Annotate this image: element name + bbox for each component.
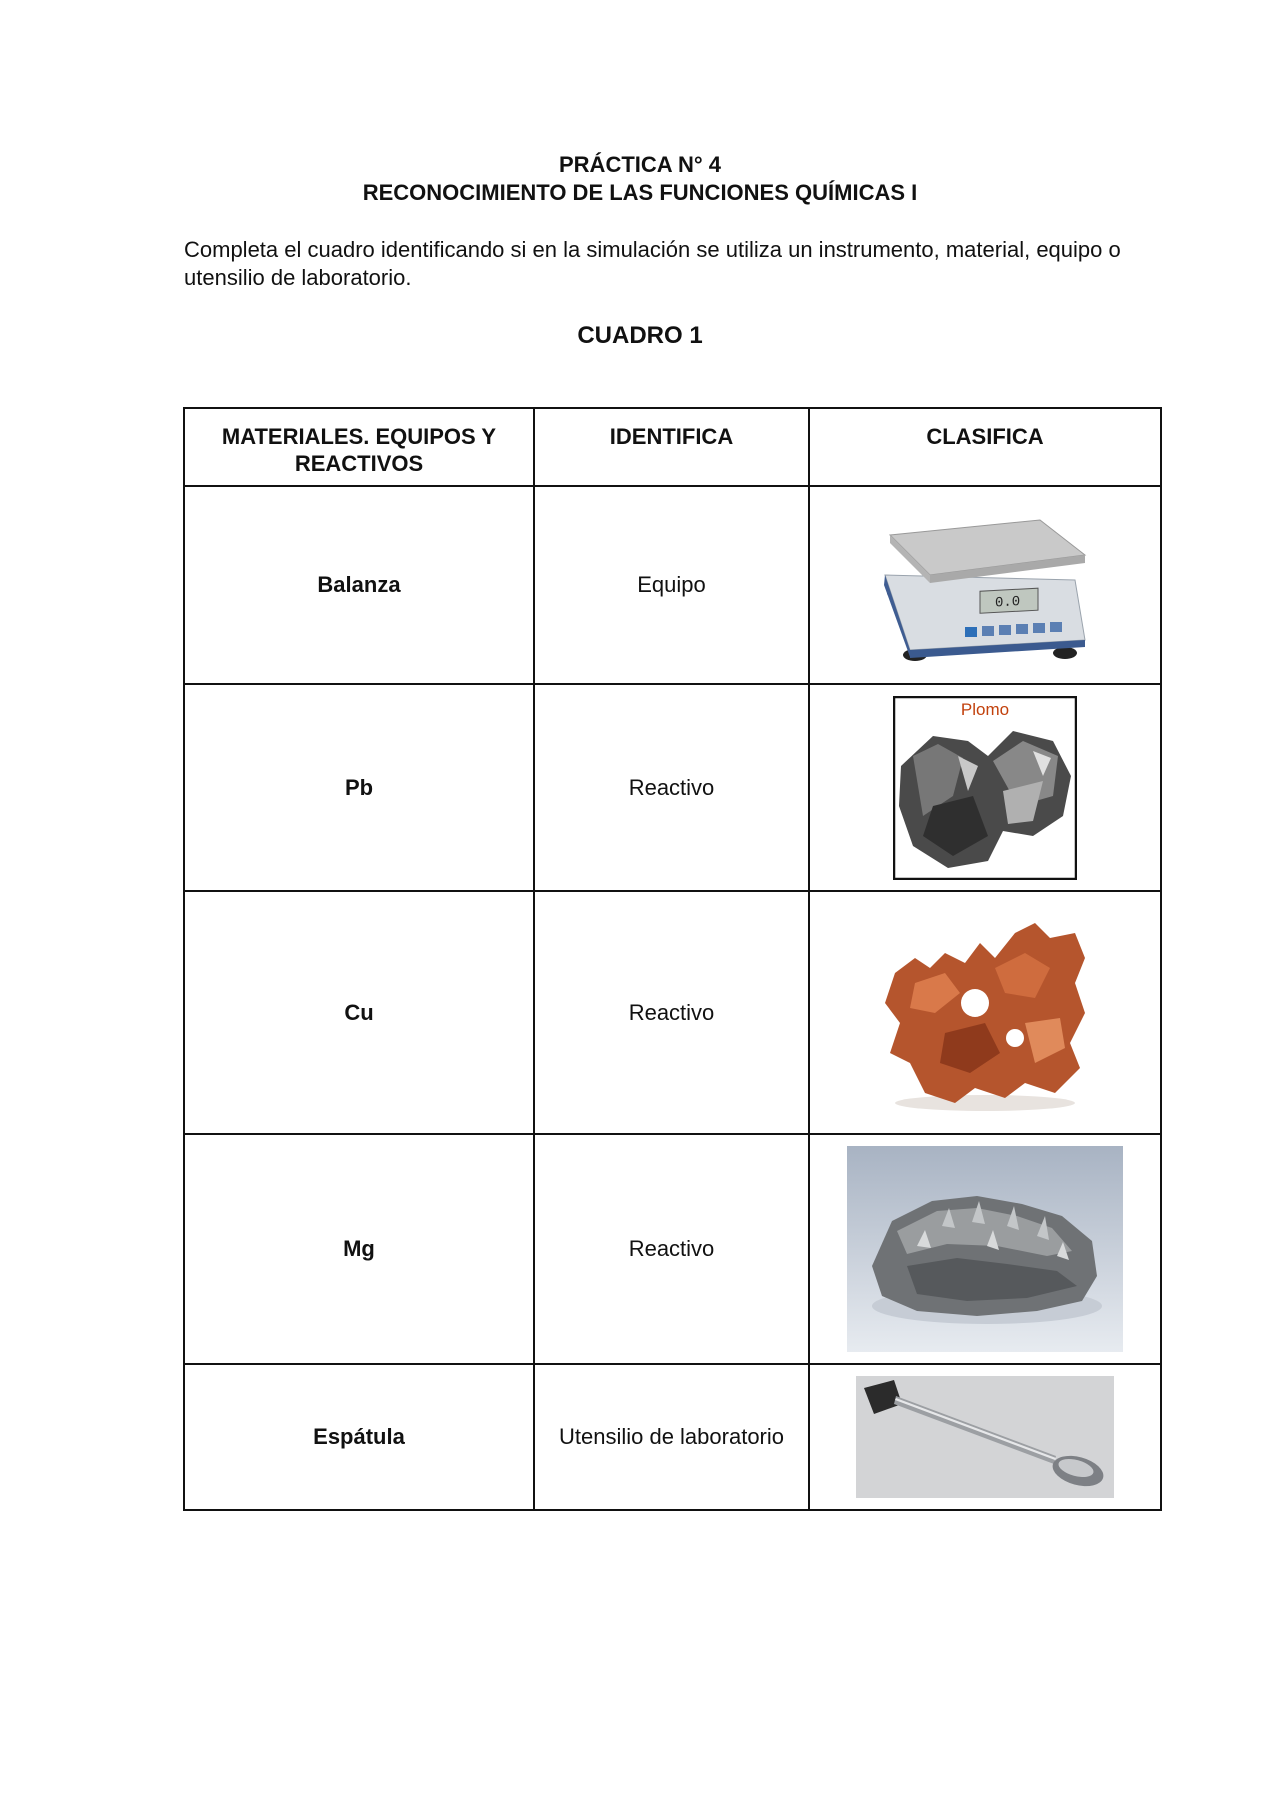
practice-subtitle: RECONOCIMIENTO DE LAS FUNCIONES QUÍMICAS I <box>362 180 918 205</box>
header-identifica: IDENTIFICA <box>534 408 809 486</box>
copper-image <box>809 891 1161 1134</box>
table-row <box>184 891 1161 1134</box>
spatula-image <box>809 1364 1161 1510</box>
row-identifica: Reactivo <box>534 1134 809 1364</box>
table-row <box>184 1364 1161 1510</box>
row-identifica: Reactivo <box>534 684 809 891</box>
lead-image-label: Plomo <box>960 699 1010 719</box>
header-clasifica: CLASIFICA <box>809 408 1161 486</box>
row-identifica: Reactivo <box>534 891 809 1134</box>
row-name: Balanza <box>184 486 534 684</box>
magnesium-image <box>809 1134 1161 1364</box>
table-row <box>184 684 1161 891</box>
practice-title: PRÁCTICA N° 4 <box>559 152 721 177</box>
table-row <box>184 486 1161 684</box>
balance-display-text: 0.0 <box>995 594 1021 612</box>
row-identifica: Equipo <box>534 486 809 684</box>
table-header-row <box>184 408 1161 486</box>
row-name: Espátula <box>184 1364 534 1510</box>
row-name: Mg <box>184 1134 534 1364</box>
instructions-text: Completa el cuadro identificando si en la simulación se utiliza un instrumento, material, equipo o utensilio de laboratorio. <box>184 237 1121 290</box>
materials-table <box>183 407 1162 1511</box>
balance-image <box>809 486 1161 684</box>
row-name: Pb <box>184 684 534 891</box>
row-identifica: Utensilio de laboratorio <box>534 1364 809 1510</box>
table-row <box>184 1134 1161 1364</box>
header-materiales: MATERIALES. EQUIPOS Y REACTIVOS <box>184 408 534 486</box>
lead-image <box>809 684 1161 891</box>
table-title: CUADRO 1 <box>577 322 703 349</box>
row-name: Cu <box>184 891 534 1134</box>
